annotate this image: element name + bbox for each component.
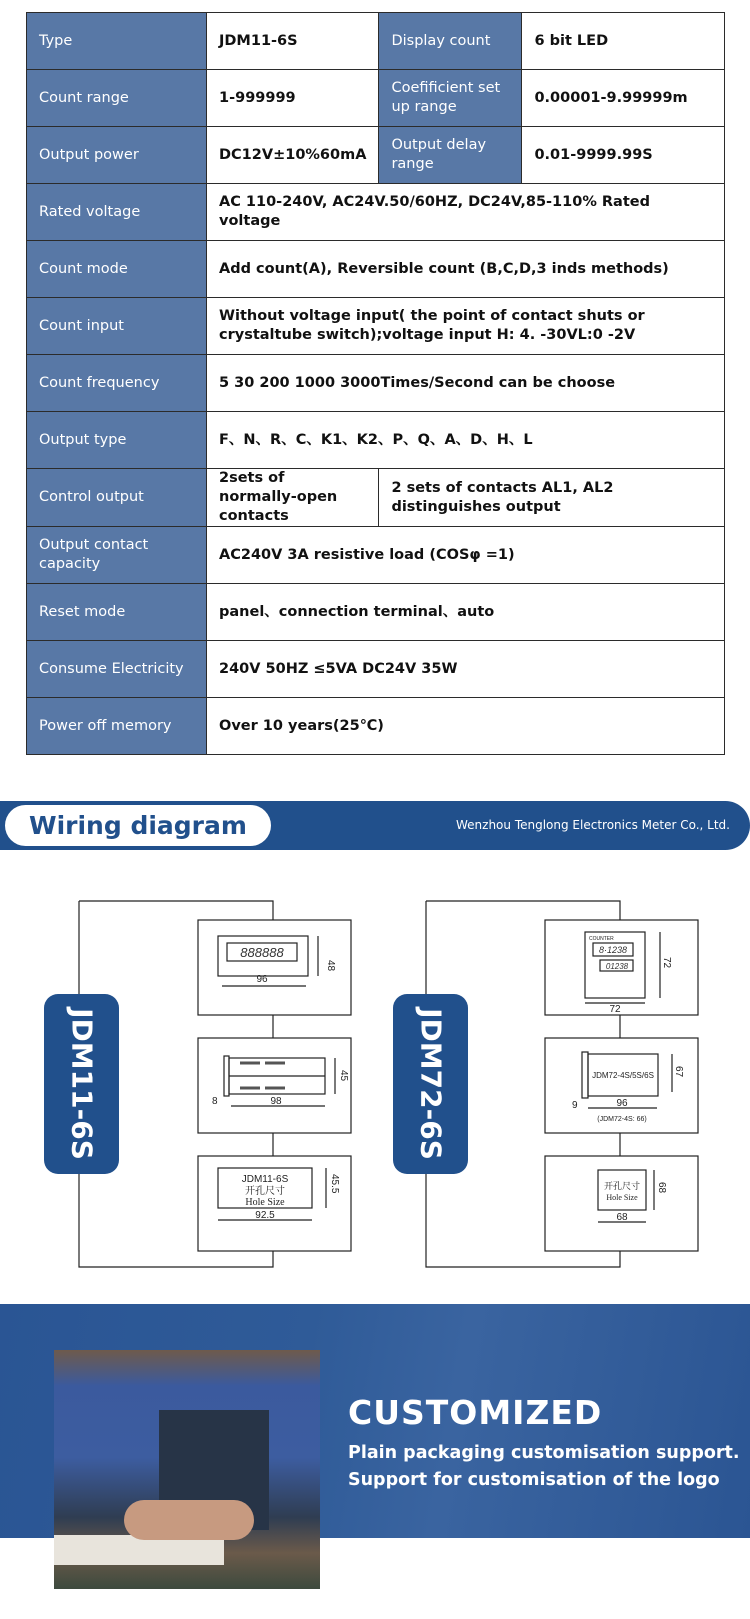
company-name: Wenzhou Tenglong Electronics Meter Co., Ltd. [456,818,730,832]
hole-model: JDM11-6S [241,1174,289,1185]
side-note: (JDM72-4S: 66) [597,1116,647,1123]
dim-label: 72 [609,1004,621,1015]
dim-label: 48 [325,960,336,972]
side-view-box [198,1038,351,1133]
spec-value: Without voltage input( the point of contact shuts or crystaltube switch);voltage input H: 4. -30VL:0 -2V [207,298,725,355]
spec-value: JDM11-6S [207,13,379,70]
dim-label: 68 [656,1182,667,1194]
table-row [27,527,725,584]
spec-value: 2sets of normally-open contacts [207,469,379,527]
hole-en: Hole Size [606,1193,638,1202]
customized-title: CUSTOMIZED [348,1393,603,1432]
spec-label: Reset mode [27,584,207,641]
spec-value: 1-999999 [207,70,379,127]
spec-label: Output power [27,127,207,184]
customized-line-2: Support for customisation of the logo [348,1470,720,1490]
dim-label: 72 [661,957,672,969]
spec-value: 0.00001-9.99999m [522,70,725,127]
spec-label: Output delay range [379,127,522,184]
model-label-left [44,994,119,1174]
dim-label: 96 [256,974,268,985]
spec-table [26,12,725,755]
table-row [27,412,725,469]
dim-label: 67 [673,1066,684,1078]
spec-label: Display count [379,13,522,70]
hole-cn: 开孔尺寸 [603,1181,641,1191]
table-row [27,298,725,355]
spec-value: 6 bit LED [522,13,725,70]
spec-value: panel、connection terminal、auto [207,584,725,641]
spec-value: F、N、R、C、K1、K2、P、Q、A、D、H、L [207,412,725,469]
table-row [27,241,725,298]
spec-value: AC 110-240V, AC24V.50/60HZ, DC24V,85-110% Rated voltage [207,184,725,241]
craftsman-photo [54,1350,320,1589]
led-display: 888888 [240,945,284,960]
section-banner [0,801,750,850]
spec-label: Count frequency [27,355,207,412]
led-display: 01238 [605,962,629,971]
spec-value: 0.01-9999.99S [522,127,725,184]
hole-cn: 开孔尺寸 [245,1186,285,1197]
table-row [27,355,725,412]
model-text: JDM11-6S [65,1008,98,1160]
dim-label: 96 [616,1098,628,1109]
spec-value: AC240V 3A resistive load (COSφ =1) [207,527,725,584]
spec-value: 5 30 200 1000 3000Times/Second can be choose [207,355,725,412]
spec-value: 2 sets of contacts AL1, AL2 distinguishes output [379,469,725,527]
spec-label: Coefificient set up range [379,70,522,127]
spec-label: Consume Electricity [27,641,207,698]
led-display: 8·1238 [598,945,628,955]
spec-label: Count input [27,298,207,355]
section-title: Wiring diagram [5,805,271,846]
brand-label: COUNTER [589,936,614,942]
table-row [27,698,725,755]
dim-label: 92.5 [255,1210,275,1221]
table-row [27,184,725,241]
side-model: JDM72-4S/5S/6S [592,1071,654,1080]
spec-label: Power off memory [27,698,207,755]
dim-label: 98 [270,1096,282,1107]
model-label-right [393,994,468,1174]
spec-value: Add count(A), Reversible count (B,C,D,3 inds methods) [207,241,725,298]
table-row [27,641,725,698]
spec-label: Count range [27,70,207,127]
hole-en: Hole Size [245,1197,285,1208]
dim-label: 45 [338,1070,349,1082]
spec-label: Output type [27,412,207,469]
spec-label: Type [27,13,207,70]
spec-label: Count mode [27,241,207,298]
customized-line-1: Plain packaging customisation support. [348,1443,740,1463]
spec-label: Rated voltage [27,184,207,241]
dim-label: 45.5 [329,1174,340,1194]
spec-value: DC12V±10%60mA [207,127,379,184]
dim-label: 8 [212,1096,218,1107]
table-row [27,70,725,127]
spec-label: Control output [27,469,207,527]
spec-value: 240V 50HZ ≤5VA DC24V 35W [207,641,725,698]
table-row [27,127,725,184]
model-text: JDM72-6S [414,1008,447,1160]
table-row [27,584,725,641]
table-row [27,469,725,527]
table-row [27,13,725,70]
spec-label: Output contact capacity [27,527,207,584]
dim-label: 9 [572,1100,578,1111]
spec-value: Over 10 years(25℃) [207,698,725,755]
dim-label: 68 [616,1212,628,1223]
photo-hands [124,1500,254,1540]
